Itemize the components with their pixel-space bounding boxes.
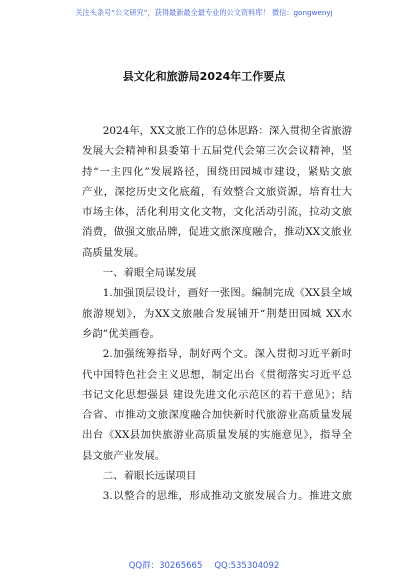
body-line: 出台《XX县加快旅游业高质量发展的实施意见》，指导全 xyxy=(82,429,352,442)
body-line: 高质量发展。 xyxy=(82,246,145,259)
body-line: 持“一主四化”发展路径，围绕田园城市建设，紧贴文旅 xyxy=(82,165,352,178)
body-line: 2.加强统筹指导，制好两个文。深入贯彻习近平新时 xyxy=(102,348,352,361)
body-line: 合省、市推动文旅深度融合加快新时代旅游业高质量发展 xyxy=(82,409,352,422)
body-line: 1.加强顶层设计，画好一张图。编制完成《XX县全域 xyxy=(102,287,352,300)
body-line: 发展大会精神和县委第十五届党代会第三次会议精神，坚 xyxy=(82,145,352,158)
section-heading: 二、着眼长远谋项目 xyxy=(102,470,197,483)
body-line: 产业，深挖历史文化底蕴，有效整合文旅资源，培育壮大 xyxy=(82,185,352,198)
body-line: 市场主体，活化利用文化文物，文化活动引流，拉动文旅 xyxy=(82,206,352,219)
body-line: 旅游规划》，为XX文旅融合发展铺开“荆楚田园城 XX水 xyxy=(82,307,352,320)
body-line: 乡韵”优美画卷。 xyxy=(82,327,161,340)
header-banner: 关注头条号“公文研究”，获得最新最全最专业的公文资料库！ 微信：gongwenyj xyxy=(75,8,333,17)
footer-qq: QQ:535304092 xyxy=(214,561,280,571)
footer-contact xyxy=(0,559,408,571)
section-heading: 一、着眼全局谋发展 xyxy=(102,267,197,280)
footer-qq-group: QQ群：30265665 xyxy=(128,561,203,571)
body-line: 消费，做强文旅品牌，促进文旅深度融合，推动XX文旅业 xyxy=(82,226,352,239)
body-line: 2024年，XX文旅工作的总体思路：深入贯彻全省旅游 xyxy=(102,125,352,137)
body-line: 书记文化思想强县 建设先进文化示范区的若干意见》；结 xyxy=(82,388,352,401)
document-body xyxy=(82,121,352,507)
body-line: 3.以整合的思维，形成推动文旅发展合力。推进文旅 xyxy=(102,490,352,503)
body-line: 县文旅产业发展。 xyxy=(82,449,166,462)
body-line: 代中国特色社会主义思想，制定出台《贯彻落实习近平总 xyxy=(82,368,352,381)
document-title: 县文化和旅游局2024年工作要点 xyxy=(122,70,286,83)
